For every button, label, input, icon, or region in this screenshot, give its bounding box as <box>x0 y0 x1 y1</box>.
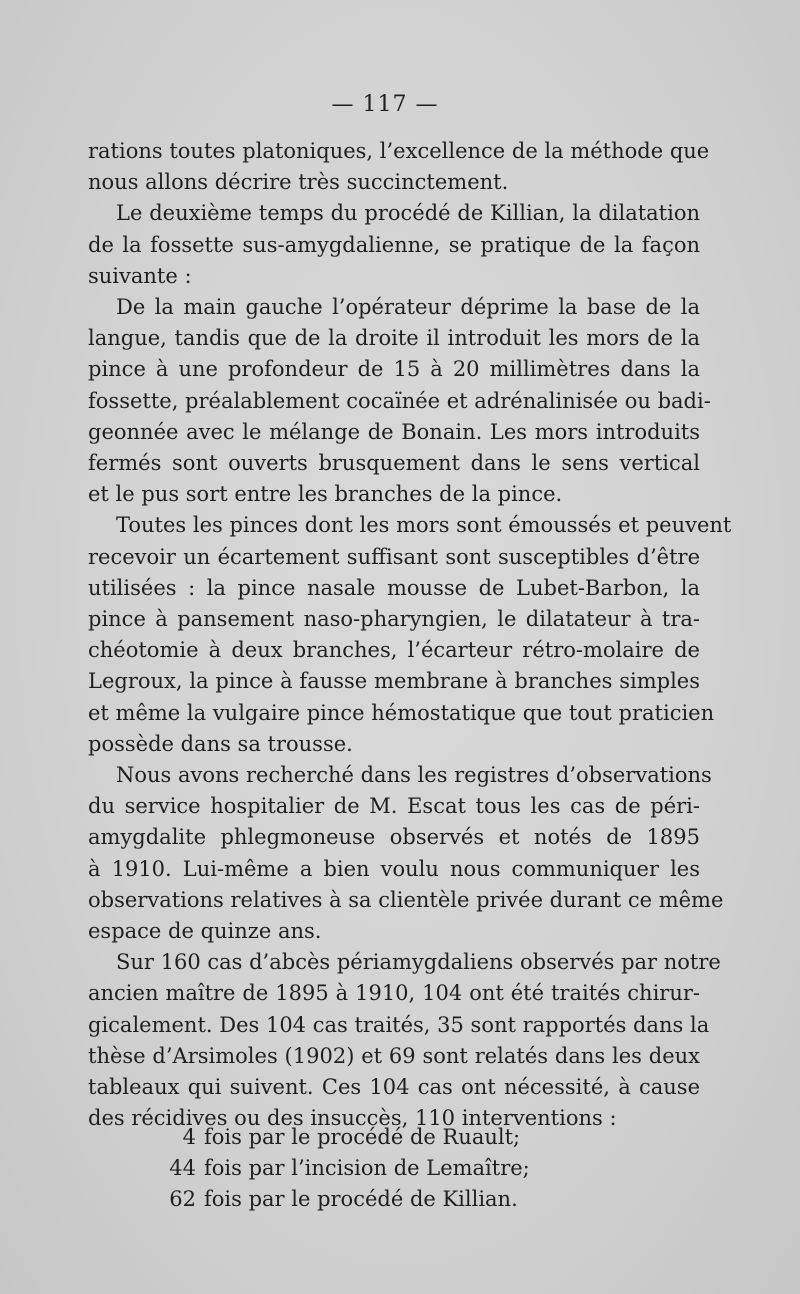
text-line: langue, tandis que de la droite il introduit les mors de la <box>88 326 700 351</box>
paragraph <box>88 510 732 760</box>
list-item <box>160 1184 580 1215</box>
text-line: possède dans sa trousse. <box>88 731 353 756</box>
list-item-count: 4 <box>182 1125 196 1149</box>
list-item <box>160 1153 580 1184</box>
text-line: recevoir un écartement suffisant sont susceptibles d’être <box>88 544 700 569</box>
text-line: et même la vulgaire pince hémostatique que tout praticien <box>88 700 715 725</box>
text-line: nous allons décrire très succinctement. <box>88 170 509 195</box>
text-line: thèse d’Arsimoles (1902) et 69 sont relatés dans les deux <box>88 1043 700 1068</box>
list-item-text: fois par le procédé de Ruault; <box>204 1125 521 1149</box>
text-line: Sur 160 cas d’abcès périamygdaliens observés par notre <box>116 950 721 975</box>
text-line: observations relatives à sa clientèle privée durant ce même <box>88 887 724 912</box>
paragraph <box>88 760 724 947</box>
text-line: fossette, préalablement cocaïnée et adrénalinisée ou badi- <box>88 388 711 413</box>
list-item <box>160 1122 580 1153</box>
list-item-text: fois par l’incision de Lemaître; <box>204 1156 530 1181</box>
text-line: à 1910. Lui-même a bien voulu nous communiquer les <box>88 856 700 881</box>
body-text <box>88 136 732 1135</box>
text-line: tableaux qui suivent. Ces 104 cas ont nécessité, à cause <box>88 1075 700 1100</box>
text-line: de la fossette sus-amygdalienne, se pratique de la façon <box>88 232 700 257</box>
text-line: des récidives ou des insuccès, 110 interventions : <box>88 1106 617 1131</box>
list-item-count: 62 <box>169 1187 196 1212</box>
text-line: pince à pansement naso-pharyngien, le dilatateur à tra- <box>88 607 700 632</box>
text-line: fermés sont ouverts brusquement dans le sens vertical <box>88 451 700 476</box>
text-line: espace de quinze ans. <box>88 919 322 944</box>
paragraph <box>88 136 710 198</box>
text-line: utilisées : la pince nasale mousse de Lubet-Barbon, la <box>88 575 700 600</box>
text-line: et le pus sort entre les branches de la pince. <box>88 482 563 507</box>
text-line: Toutes les pinces dont les mors sont émoussés et peuvent <box>116 513 732 538</box>
paragraph <box>88 198 700 292</box>
text-line: Le deuxième temps du procédé de Killian, la dilatation <box>116 201 700 226</box>
interventions-list <box>160 1122 580 1216</box>
text-line: gicalement. Des 104 cas traités, 35 sont rapportés dans la <box>88 1012 710 1037</box>
text-line: pince à une profondeur de 15 à 20 millimètres dans la <box>88 357 700 382</box>
text-line: Legroux, la pince à fausse membrane à branches simples <box>88 669 700 694</box>
text-line: De la main gauche l’opérateur déprime la base de la <box>116 295 700 320</box>
text-line: geonnée avec le mélange de Bonain. Les mors introduits <box>88 419 700 444</box>
page-number: — 117 — <box>331 92 439 117</box>
text-line: ancien maître de 1895 à 1910, 104 ont été traités chirur- <box>88 981 700 1006</box>
text-line: rations toutes platoniques, l’excellence de la méthode que <box>88 139 710 163</box>
paragraph <box>88 947 721 1134</box>
text-line: suivante : <box>88 263 192 288</box>
paragraph <box>88 292 711 510</box>
text-line: Nous avons recherché dans les registres d’observations <box>116 763 712 788</box>
text-line: amygdalite phlegmoneuse observés et notés de 1895 <box>88 825 700 850</box>
list-item-count: 44 <box>169 1156 196 1181</box>
text-line: du service hospitalier de M. Escat tous les cas de péri- <box>88 794 700 819</box>
list-item-text: fois par le procédé de Killian. <box>204 1187 518 1212</box>
text-line: chéotomie à deux branches, l’écarteur rétro-molaire de <box>88 638 700 663</box>
